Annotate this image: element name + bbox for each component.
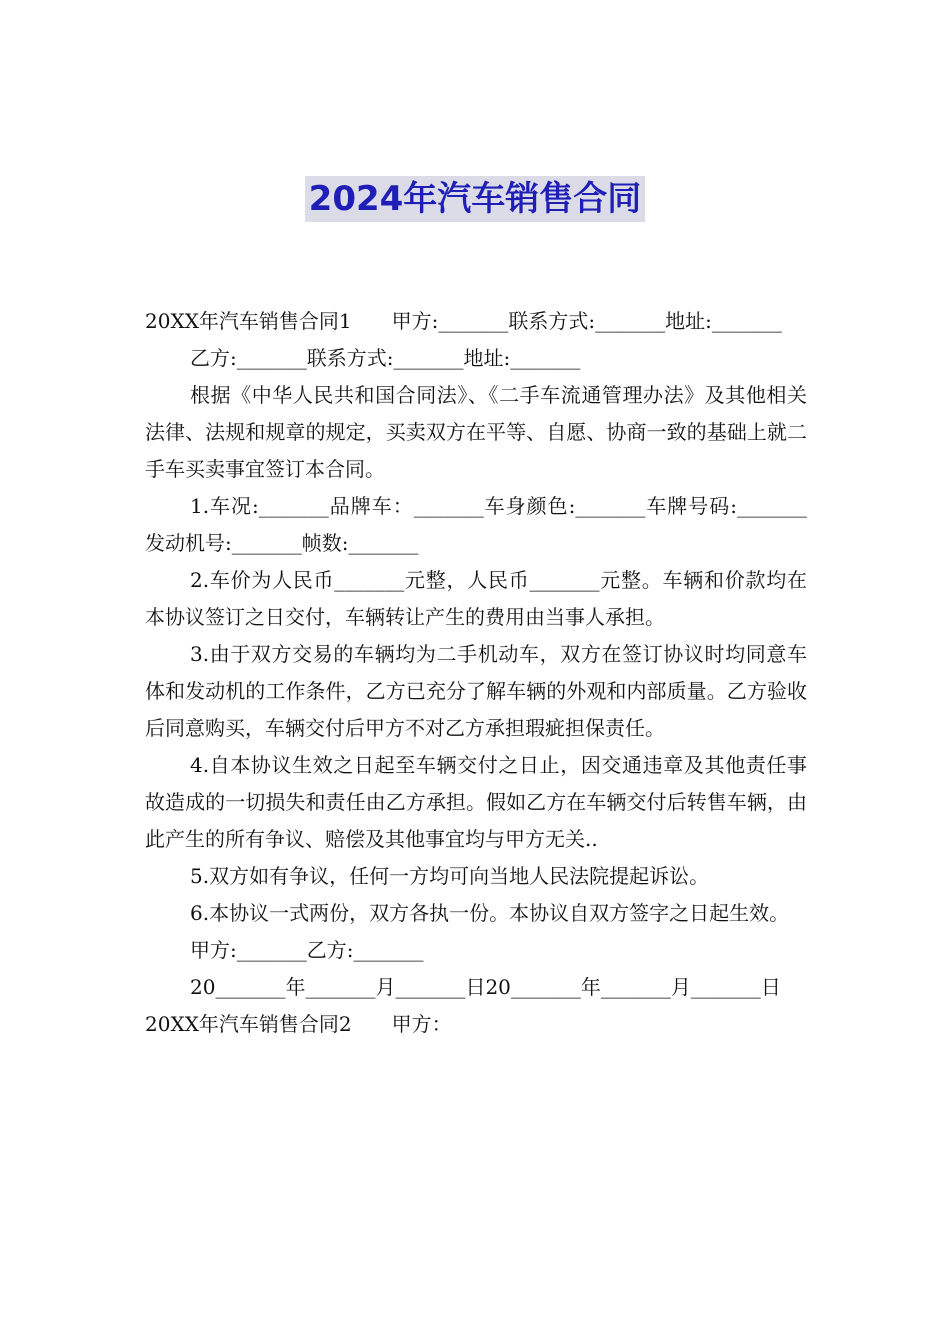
date-line: 20_______年_______月_______日20_______年_______月_______日 [190,975,781,999]
clause-2: 2.车价为人民币_______元整，人民币_______元整。车辆和价款均在本协议签订之日交付，车辆转让产生的费用由当事人承担。 [145,568,807,629]
signature-line: 甲方:_______乙方:_______ [190,938,424,962]
preamble-paragraph: 根据《中华人民共和国合同法》、《二手车流通管理办法》及其他相关法律、法规和规章的规定，买卖双方在平等、自愿、协商一致的基础上就二手车买卖事宜签订本合同。 [145,383,807,481]
party-b-line: 乙方:_______联系方式:_______地址:_______ [190,346,581,370]
document-body [145,303,807,1043]
contract2-header: 20XX年汽车销售合同2 甲方： [145,1012,452,1036]
clause-6: 6.本协议一式两份，双方各执一份。本协议自双方签字之日起生效。 [190,901,790,925]
clause-1: 1.车况:_______品牌车：_______车身颜色:_______车牌号码:_______发动机号:_______帧数:_______ [145,494,807,555]
contract1-header: 20XX年汽车销售合同1 甲方:_______联系方式:_______地址:_______ [145,309,782,333]
document-title: 2024年汽车销售合同 [305,176,646,222]
clause-4: 4.自本协议生效之日起至车辆交付之日止，因交通违章及其他责任事故造成的一切损失和责任由乙方承担。假如乙方在车辆交付后转售车辆，由此产生的所有争议、赔偿及其他事宜均与甲方无关.. [145,753,807,851]
title-area [0,176,950,222]
clause-3: 3.由于双方交易的车辆均为二手机动车，双方在签订协议时均同意车体和发动机的工作条件，乙方已充分了解车辆的外观和内部质量。乙方验收后同意购买，车辆交付后甲方不对乙方承担瑕疵担保责任。 [145,642,807,740]
clause-5: 5.双方如有争议，任何一方均可向当地人民法院提起诉讼。 [190,864,710,888]
